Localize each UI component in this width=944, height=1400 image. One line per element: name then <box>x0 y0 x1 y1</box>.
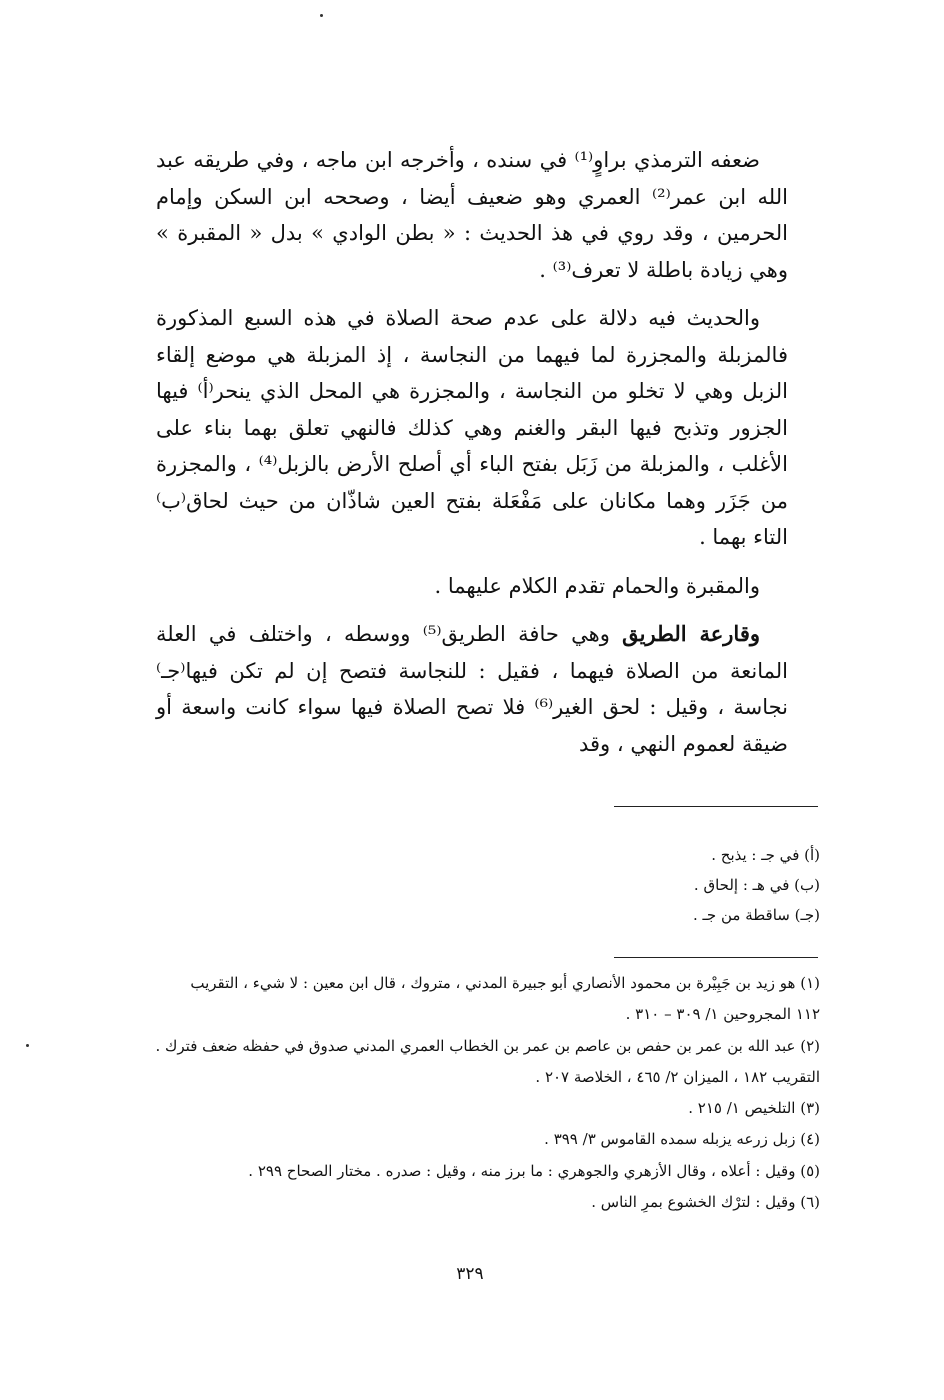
paragraph-4 <box>156 616 788 762</box>
scan-speck <box>320 14 323 17</box>
paragraph-2: والحديث فيه دلالة على عدم صحة الصلاة في هذه السبع المذكورة فالمزبلة والمجزرة لما فيهما من النجاسة ، إذ المزبلة هي موضع إلقاء الزبل وهي لا تخلو من النجاسة ، والمجزرة هي المحل الذي ينحر⁽أ⁾ فيها الجزور وتذبح فيها البقر والغنم وهي كذلك فالنهي تعلق بهما بناء على الأغلب ، والمزبلة من زَبَل بفتح الباء أي أصلح الأرض بالزبل⁽⁴⁾ ، والمجزرة من جَزَر وهما مكانان على مَفْعَلة بفتح العين شاذّان من حيث لحاق⁽ب⁾ التاء بهما . <box>156 306 788 549</box>
footnote-line: (١) هو زيد بن جَبِيْرة بن محمود الأنصاري أبو جبيرة المدني ، متروك ، قال ابن معين : لا شيء ، التقريب <box>190 974 820 992</box>
variants-separator <box>614 806 818 807</box>
footnote-line: (٥) وقيل : أعلاه ، وقال الأزهري والجوهري : ما برز منه ، وقيل : صدره . مختار الصحاح ٢٩٩ . <box>248 1161 820 1180</box>
footnotes-separator <box>614 957 818 958</box>
paragraph-1: ضعفه الترمذي براوٍ⁽¹⁾ في سنده ، وأخرجه ابن ماجه ، وفي طريقه عبد الله ابن عمر⁽²⁾ العمري وهو ضعيف أيضا ، وصححه ابن السكن وإمام الحرمين ، وقد روي في هذ الحديث : « بطن الوادي » بدل « المقبرة » وهي زيادة باطلة لا تعرف⁽³⁾ . <box>156 148 788 282</box>
footnote-line: ١١٢ المجروحين ١/ ٣٠٩ – ٣١٠ . <box>625 1005 820 1024</box>
scan-speck <box>26 1044 29 1047</box>
footnote-line: (٣) التلخيص ١/ ٢١٥ . <box>688 1099 820 1118</box>
footnote-line: التقريب ١٨٢ ، الميزان ٢/ ٤٦٥ ، الخلاصة ٢٠٧ . <box>535 1067 820 1086</box>
footnotes <box>140 968 820 1218</box>
variant-note: (أ) في جـ : يذبح . <box>711 846 820 864</box>
paragraph-3: والمقبرة والحمام تقدم الكلام عليهما . <box>434 573 760 598</box>
page-number: ٣٢٩ <box>456 1264 484 1284</box>
variant-note: (ب) في هـ : إلحاق . <box>693 876 820 894</box>
footnote-line: (٤) زبل زرعه يزبله سمده القاموس ٣/ ٣٩٩ . <box>544 1130 820 1149</box>
footnote-line: (٢) عبد الله بن عمر بن حفص بن عاصم بن عمر بن الخطاب العمري المدني صدوق في حفظه ضعف فترك . <box>155 1036 820 1055</box>
manuscript-variants <box>560 840 820 930</box>
footnote-line: (٦) وقيل : لترْك الخشوع بمرِ الناس . <box>591 1193 820 1212</box>
main-text <box>156 142 788 774</box>
variant-note: (جـ) ساقطة من جـ . <box>693 906 820 924</box>
paragraph-4-text: وهي حافة الطريق⁽⁵⁾ ووسطه ، واختلف في العلة المانعة من الصلاة فيهما ، فقيل : للنجاسة فتصح إن لم تكن فيها⁽جـ⁾ نجاسة ، وقيل : لحق الغير⁽⁶⁾ فلا تصح الصلاة فيها سواء كانت واسعة أو ضيقة لعموم النهي ، وقد <box>156 622 788 756</box>
bold-term: وقارعة الطريق <box>622 621 761 646</box>
